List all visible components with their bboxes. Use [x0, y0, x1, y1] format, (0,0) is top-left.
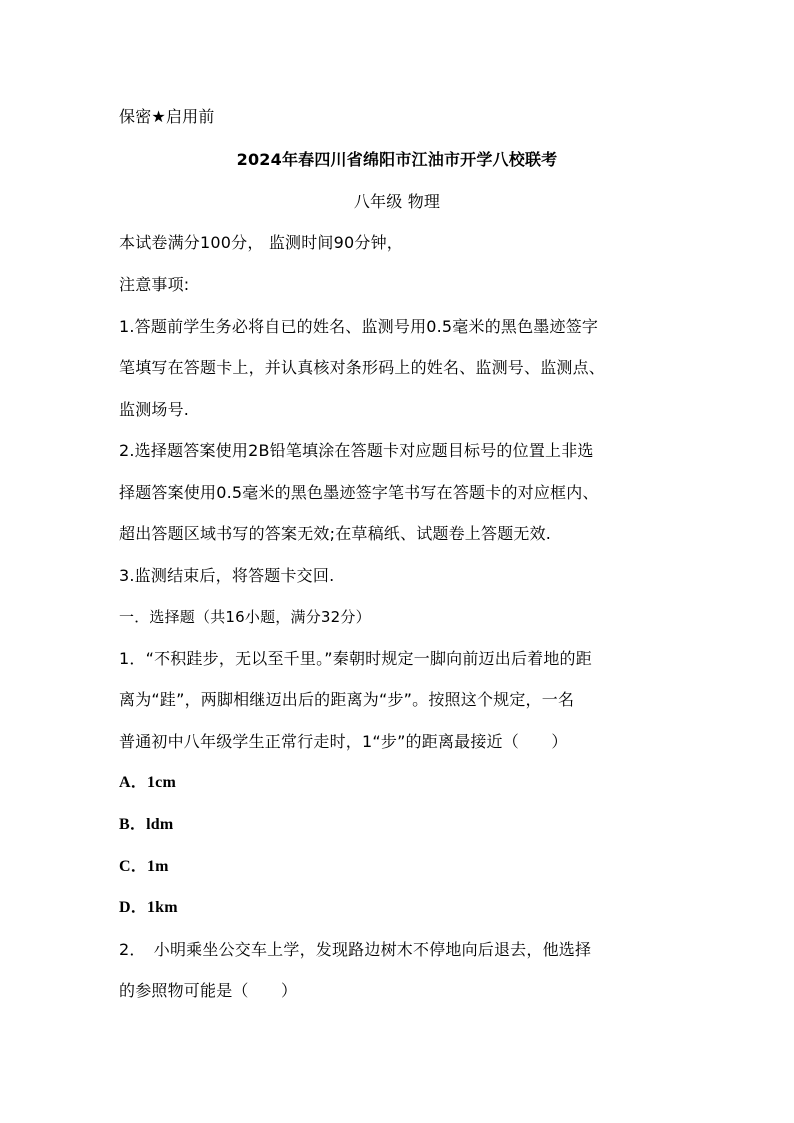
section-heading: 一．选择题（共16小题，满分32分） [119, 608, 371, 626]
notice-line: 笔填写在答题卡上，并认真核对条形码上的姓名、监测号、监测点、 [119, 358, 606, 377]
question-2-line: 2． 小明乘坐公交车上学，发现路边树木不停地向后退去，他选择 [119, 940, 592, 959]
question-1-line: 1．“不积跬步，无以至千里。”秦朝时规定一脚向前迈出后着地的距 [119, 649, 592, 668]
question-1-line: 离为“跬”，两脚相继迈出后的距离为“步”。按照这个规定，一名 [119, 690, 575, 709]
score-time-info: 本试卷满分100分， 监测时间90分钟， [119, 233, 403, 252]
notice-heading: 注意事项: [119, 275, 190, 294]
option-b: B．ldm [119, 816, 174, 833]
question-2-line: 的参照物可能是（ ） [119, 981, 298, 1000]
exam-title: 2024年春四川省绵阳市江油市开学八校联考 [236, 150, 558, 169]
notice-line: 监测场号. [119, 400, 190, 419]
question-1-line: 普通初中八年级学生正常行走时，1“步”的距离最接近（ ） [119, 732, 568, 751]
exam-subtitle: 八年级 物理 [353, 192, 441, 211]
notice-line: 2.选择题答案使用2B铅笔填涂在答题卡对应题目标号的位置上非选 [119, 441, 594, 460]
notice-line: 超出答题区域书写的答案无效;在草稿纸、试题卷上答题无效. [119, 524, 552, 543]
option-d: D．1km [119, 899, 178, 916]
notice-line: 3.监测结束后，将答题卡交回. [119, 566, 335, 585]
option-a: A．1cm [119, 774, 176, 791]
confidential-label: 保密★启用前 [119, 107, 215, 126]
notice-line: 择题答案使用0.5毫米的黑色墨迹签字笔书写在答题卡的对应框内、 [119, 483, 599, 502]
option-c: C．1m [119, 858, 169, 875]
notice-line: 1.答题前学生务必将自已的姓名、监测号用0.5毫米的黑色墨迹签字 [119, 317, 599, 336]
